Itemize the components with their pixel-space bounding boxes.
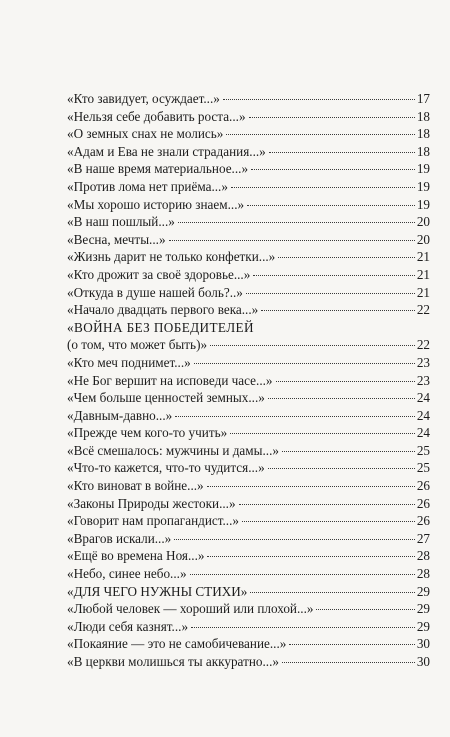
toc-entry[interactable] [67, 635, 430, 653]
toc-entry[interactable] [67, 90, 430, 108]
dot-leader [230, 433, 415, 434]
dot-leader [178, 222, 415, 223]
dot-leader [239, 504, 415, 505]
dot-leader [194, 363, 415, 364]
toc-entry[interactable] [67, 196, 430, 214]
dot-leader [268, 398, 415, 399]
toc-entry-title: «Законы Природы жестоки...» [67, 495, 236, 511]
toc-page-number: 28 [416, 566, 430, 582]
toc-page-number: 17 [416, 91, 430, 106]
toc-entry-title: «В церкви молишься ты аккуратно...» [67, 654, 279, 669]
toc-page-number: 28 [416, 548, 430, 564]
toc-page-number: 27 [416, 530, 430, 546]
toc-entry[interactable] [67, 495, 430, 513]
toc-entry[interactable] [67, 477, 430, 495]
dot-leader [207, 556, 414, 557]
toc-entry-title: «О земных снах не молись» [67, 126, 224, 142]
toc-entry[interactable] [67, 336, 430, 354]
toc-page-number: 19 [416, 178, 430, 194]
toc-entry[interactable] [67, 530, 430, 548]
dot-leader [174, 539, 415, 540]
toc-entry[interactable] [67, 143, 430, 161]
dot-leader [207, 486, 415, 487]
toc-page-number: 18 [416, 143, 430, 159]
toc-entry[interactable] [67, 407, 430, 425]
dot-leader [278, 257, 415, 258]
dot-leader [223, 99, 415, 100]
dot-leader [268, 468, 415, 469]
toc-page-number: 23 [416, 372, 430, 388]
toc-page-number: 30 [416, 654, 430, 669]
toc-entry-title: «Небо, синее небо...» [67, 566, 187, 582]
toc-entry-title: «Люди себя казнят...» [67, 618, 189, 634]
dot-leader [261, 310, 415, 311]
toc-page-number: 29 [416, 618, 430, 634]
dot-leader [175, 416, 415, 417]
dot-leader [316, 609, 414, 610]
toc-page-number: 29 [416, 583, 430, 599]
toc-entry-title: «ДЛЯ ЧЕГО НУЖНЫ СТИХИ» [67, 583, 248, 599]
toc-entry-title: «Прежде чем кого-то учить» [67, 425, 228, 441]
dot-leader [169, 240, 415, 241]
toc-entry-title: «Давным-давно...» [67, 407, 173, 423]
toc-entry-title: «Начало двадцать первого века...» [67, 302, 259, 318]
toc-entry[interactable] [67, 618, 430, 636]
toc-entry-title: «Ещё во времена Ноя...» [67, 548, 205, 564]
toc-page-number: 18 [416, 108, 430, 124]
toc-entry-title: «Не Бог вершит на исповеди часе...» [67, 372, 273, 388]
toc-entry[interactable] [67, 547, 430, 565]
toc-page-number: 24 [416, 407, 430, 423]
toc-entry-title: «В наше время материальное...» [67, 161, 249, 177]
toc-entry[interactable] [67, 459, 430, 477]
toc-page-number: 18 [416, 126, 430, 142]
toc-page-number: 21 [416, 284, 430, 300]
toc-entry[interactable] [67, 442, 430, 460]
dot-leader [276, 381, 415, 382]
dot-leader [191, 627, 415, 628]
toc-entry[interactable] [67, 266, 430, 284]
toc-page-number: 30 [416, 636, 430, 652]
toc-entry-title: «Откуда в душе нашей боль?..» [67, 284, 243, 300]
toc-entry[interactable] [67, 284, 430, 302]
toc-entry-title: «Любой человек — хороший или плохой...» [67, 601, 314, 617]
dot-leader [246, 293, 415, 294]
toc-entry-title: «Нельзя себе добавить роста...» [67, 108, 246, 124]
toc-page-number: 21 [416, 266, 430, 282]
toc-entry[interactable] [67, 389, 430, 407]
toc-entry-title: «Жизнь дарит не только конфетки...» [67, 249, 276, 265]
toc-entry[interactable] [67, 583, 430, 601]
toc-entry-title: «Чем больше ценностей земных...» [67, 390, 265, 406]
toc-entry[interactable] [67, 125, 430, 143]
dot-leader [242, 521, 415, 522]
toc-entry[interactable] [67, 231, 430, 249]
toc-entry-title: «Мы хорошо историю знаем...» [67, 196, 245, 212]
toc-page-number: 25 [416, 460, 430, 476]
dot-leader [226, 134, 414, 135]
toc-page-number: 24 [416, 425, 430, 441]
toc-page-number: 22 [416, 337, 430, 353]
toc-entry-title: «Кто завидует, осуждает...» [67, 91, 220, 106]
toc-entry[interactable] [67, 178, 430, 196]
table-of-contents [67, 90, 430, 671]
toc-entry-title: «Кто меч поднимет...» [67, 354, 191, 370]
toc-page-number: 24 [416, 390, 430, 406]
toc-page-number: 25 [416, 442, 430, 458]
toc-page-number: 19 [416, 161, 430, 177]
dot-leader [190, 574, 415, 575]
dot-leader [249, 117, 415, 118]
toc-entry[interactable] [67, 565, 430, 583]
toc-page-number: 26 [416, 513, 430, 529]
dot-leader [247, 205, 415, 206]
toc-entry[interactable] [67, 301, 430, 319]
dot-leader [250, 592, 414, 593]
toc-entry[interactable] [67, 354, 430, 372]
toc-entry-title: «Врагов искали...» [67, 530, 172, 546]
toc-entry[interactable] [67, 653, 430, 671]
toc-page-number: 21 [416, 249, 430, 265]
toc-entry-title: «Покаяние — это не самобичевание...» [67, 636, 287, 652]
toc-page-number: 23 [416, 354, 430, 370]
toc-entry-title: «В наш пошлый...» [67, 214, 175, 230]
toc-entry[interactable] [67, 160, 430, 178]
toc-page-number: 20 [416, 231, 430, 247]
toc-entry-title: (о том, что может быть)» [67, 337, 208, 353]
toc-entry[interactable] [67, 424, 430, 442]
toc-entry-title: «Против лома нет приёма...» [67, 178, 228, 194]
dot-leader [253, 275, 415, 276]
toc-page-number: 19 [416, 196, 430, 212]
dot-leader [251, 169, 415, 170]
toc-page-number: 20 [416, 214, 430, 230]
toc-entry[interactable] [67, 372, 430, 390]
toc-entry[interactable] [67, 248, 430, 266]
toc-entry[interactable] [67, 512, 430, 530]
toc-section-heading: «ВОЙНА БЕЗ ПОБЕДИТЕЛЕЙ [67, 319, 254, 335]
toc-entry-title: «Кто виноват в войне...» [67, 478, 204, 494]
toc-page-number: 26 [416, 478, 430, 494]
toc-entry-title: «Говорит нам пропагандист...» [67, 513, 239, 529]
dot-leader [210, 345, 415, 346]
toc-page-number: 26 [416, 495, 430, 511]
dot-leader [289, 644, 414, 645]
toc-entry-title: «Весна, мечты...» [67, 231, 166, 247]
dot-leader [282, 451, 415, 452]
dot-leader [231, 187, 415, 188]
toc-entry-title: «Что-то кажется, что-то чудится...» [67, 460, 265, 476]
toc-entry-title: «Адам и Ева не знали страдания...» [67, 143, 266, 159]
toc-entry[interactable] [67, 600, 430, 618]
dot-leader [269, 152, 415, 153]
toc-page-number: 22 [416, 302, 430, 318]
toc-page-number: 29 [416, 601, 430, 617]
toc-entry-title: «Кто дрожит за своё здоровье...» [67, 266, 251, 282]
toc-entry[interactable] [67, 108, 430, 126]
dot-leader [282, 662, 415, 663]
toc-entry-title: «Всё смешалось: мужчины и дамы...» [67, 442, 279, 458]
toc-entry[interactable] [67, 213, 430, 231]
